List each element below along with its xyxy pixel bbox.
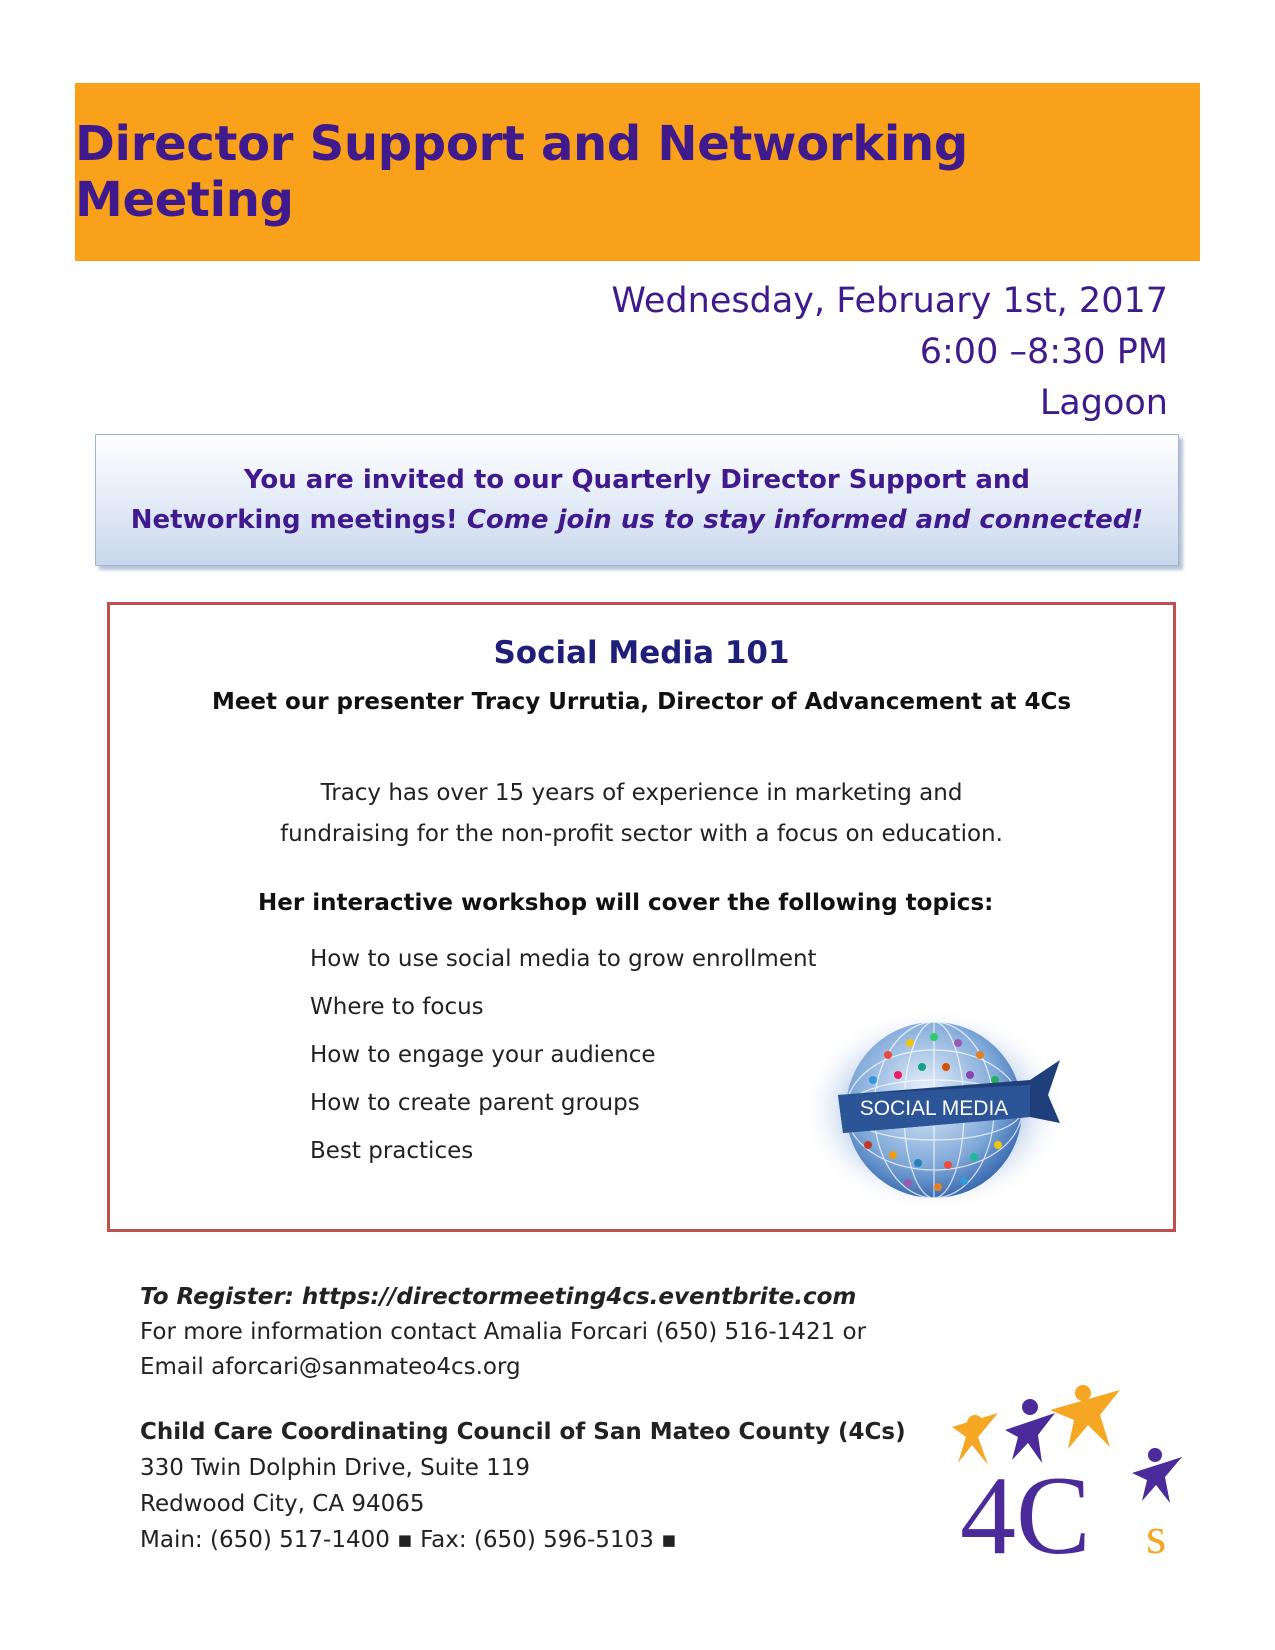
- presenter-bio: [110, 773, 1173, 855]
- event-time: 6:00 –8:30 PM: [919, 332, 1168, 372]
- invite-line-2-text: Networking meetings!: [130, 505, 467, 535]
- invite-line-2: [131, 500, 1144, 540]
- invite-line-1: You are invited to our Quarterly Director Support and: [243, 465, 1031, 495]
- organization-info: [140, 1414, 906, 1558]
- workshop-title: Social Media 101: [493, 635, 790, 671]
- bio-line-2: fundraising for the non-profit sector with a focus on education.: [280, 821, 1003, 847]
- event-details: [611, 276, 1168, 429]
- graphic-label: SOCIAL MEDIA: [859, 1097, 1009, 1120]
- logo-wordmark-s: s: [1146, 1508, 1167, 1560]
- invite-tagline: Come join us to stay informed and connected!: [466, 505, 1144, 535]
- topic-item: How to engage your audience: [310, 1042, 656, 1068]
- event-date: Wednesday, February 1st, 2017: [611, 281, 1168, 321]
- contact-info: For more information contact Amalia Forcari (650) 516-1421 or: [140, 1319, 867, 1345]
- topic-item: Where to focus: [310, 994, 484, 1020]
- invitation-box: [95, 434, 1179, 566]
- topic-item: How to create parent groups: [310, 1090, 640, 1116]
- bio-line-1: Tracy has over 15 years of experience in marketing and: [320, 780, 963, 806]
- 4cs-logo: [950, 1385, 1205, 1560]
- social-media-globe-icon: [798, 1005, 1070, 1215]
- workshop-box: [107, 602, 1176, 1232]
- topic-item: Best practices: [310, 1138, 474, 1164]
- header-banner: [75, 83, 1200, 261]
- logo-wordmark: 4C: [960, 1454, 1091, 1560]
- page-title: Director Support and Networking Meeting: [75, 116, 968, 228]
- topic-item: How to use social media to grow enrollment: [310, 946, 817, 972]
- presenter-line: Meet our presenter Tracy Urrutia, Director of Advancement at 4Cs: [211, 689, 1072, 715]
- event-location: Lagoon: [1039, 383, 1168, 423]
- registration-info: [140, 1280, 866, 1385]
- topics-heading: Her interactive workshop will cover the following topics:: [258, 890, 994, 916]
- contact-email[interactable]: Email aforcari@sanmateo4cs.org: [140, 1354, 521, 1380]
- org-address-1: 330 Twin Dolphin Drive, Suite 119: [140, 1455, 531, 1481]
- org-name: Child Care Coordinating Council of San Mateo County (4Cs): [140, 1419, 906, 1445]
- org-phones: Main: (650) 517-1400 ▪ Fax: (650) 596-5103 ▪: [140, 1527, 677, 1553]
- register-link[interactable]: To Register: https://directormeeting4cs.eventbrite.com: [140, 1284, 857, 1310]
- topics-list: [310, 935, 817, 1175]
- org-address-2: Redwood City, CA 94065: [140, 1491, 425, 1517]
